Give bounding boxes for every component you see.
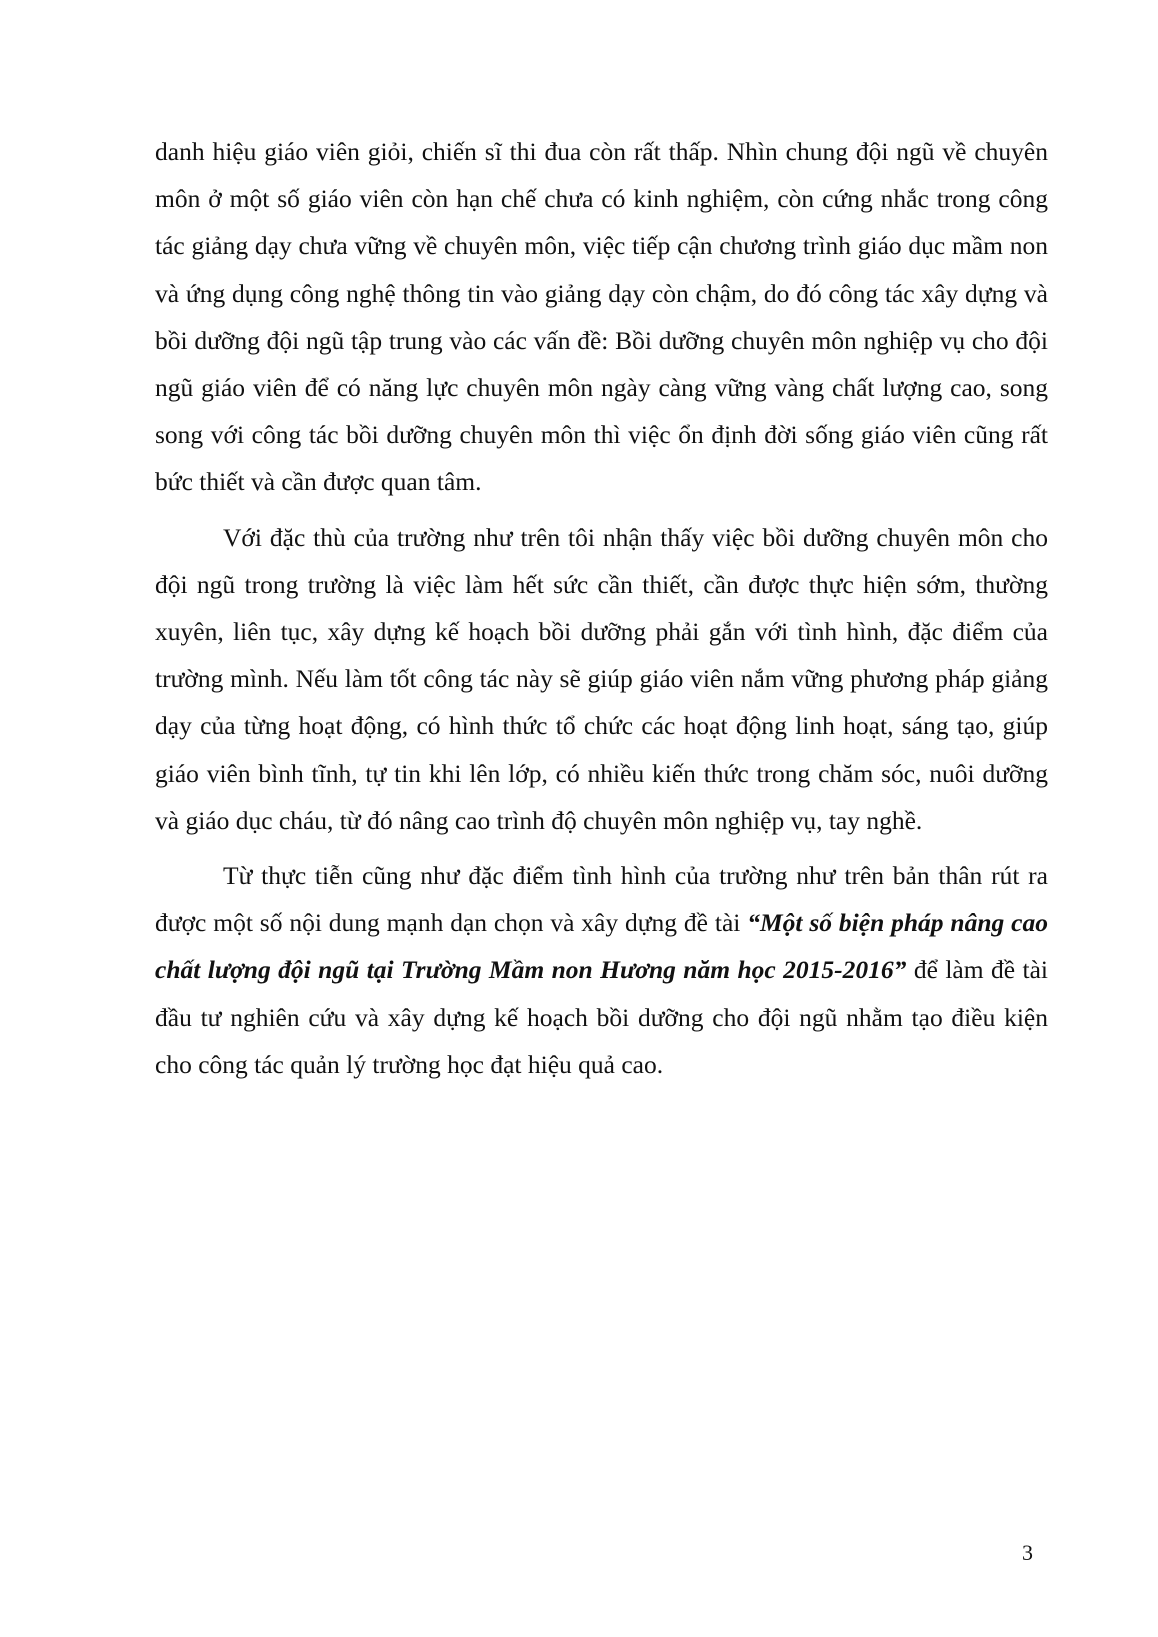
paragraph-2: Với đặc thù của trường như trên tôi nhận thấy việc bồi dưỡng chuyên môn cho đội ngũ trong trường là việc làm hết sức cần thiết, cần được thực hiện sớm, thường xuyên, liên tục, xây dựng kế hoạch bồi dưỡng phải gắn với tình hình, đặc điểm của trường mình. Nếu làm tốt công tác này sẽ giúp giáo viên nắm vững phương pháp giảng dạy của từng hoạt động, có hình thức tổ chức các hoạt động linh hoạt, sáng tạo, giúp giáo viên bình tĩnh, tự tin khi lên lớp, có nhiều kiến thức trong chăm sóc, nuôi dưỡng và giáo dục cháu, từ đó nâng cao trình độ chuyên môn nghiệp vụ, tay nghề. (155, 522, 1048, 835)
research-topic-title: “Một số biện pháp nâng cao chất lượng đội ngũ tại Trường Mầm non Hương năm học 2015-2016” (155, 908, 1048, 985)
body-text (155, 128, 1048, 1096)
paragraph-1: danh hiệu giáo viên giỏi, chiến sĩ thi đua còn rất thấp. Nhìn chung đội ngũ về chuyên môn ở một số giáo viên còn hạn chế chưa có kinh nghiệm, còn cứng nhắc trong công tác giảng dạy chưa vững về chuyên môn, việc tiếp cận chương trình giáo dục mầm non và ứng dụng công nghệ thông tin vào giảng dạy còn chậm, do đó công tác xây dựng và bồi dưỡng đội ngũ tập trung vào các vấn đề: Bồi dưỡng chuyên môn nghiệp vụ cho đội ngũ giáo viên để có năng lực chuyên môn ngày càng vững vàng chất lượng cao, song song với công tác bồi dưỡng chuyên môn thì việc ổn định đời sống giáo viên cũng rất bức thiết và cần được quan tâm. (155, 137, 1048, 497)
paragraph-3 (155, 852, 1048, 1088)
page-number: 3 (1022, 1540, 1033, 1565)
paragraph-3-intro: Từ thực tiễn cũng như đặc điểm tình hình của trường như trên bản thân rút ra được một số nội dung mạnh dạn chọn và xây dựng đề tài (155, 861, 1048, 938)
paragraph-3-conclusion: để làm đề tài đầu tư nghiên cứu và xây dựng kế hoạch bồi dưỡng cho đội ngũ nhằm tạo điều kiện cho công tác quản lý trường học đạt hiệu quả cao. (155, 955, 1048, 1079)
